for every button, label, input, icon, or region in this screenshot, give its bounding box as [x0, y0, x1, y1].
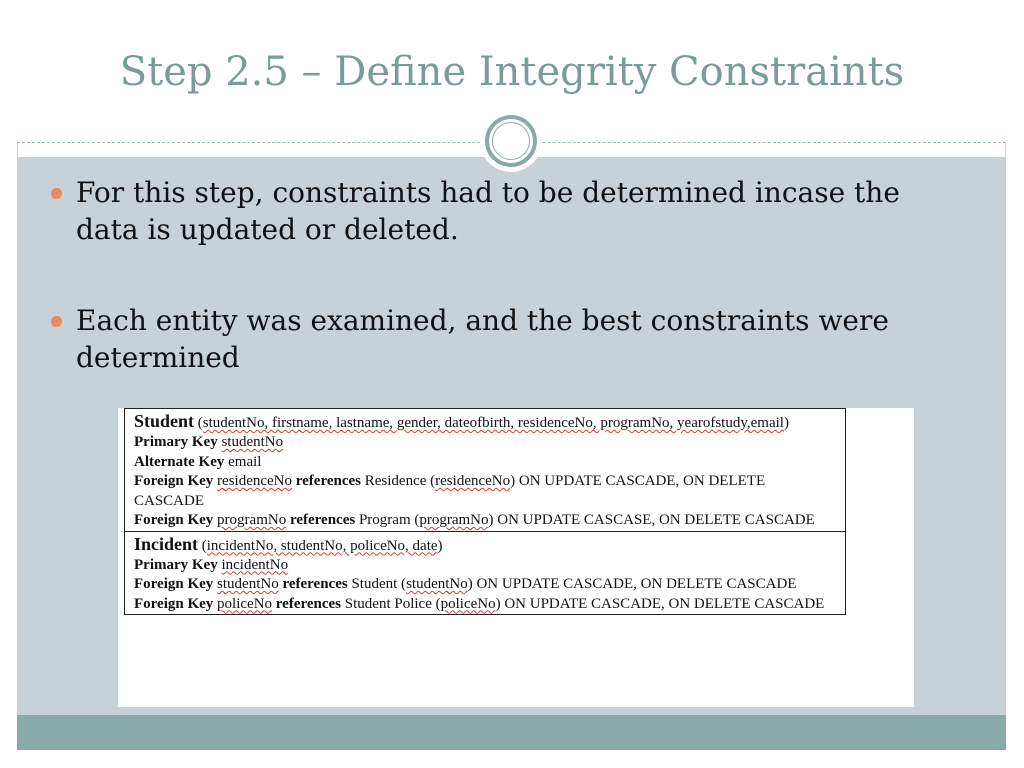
primary-key-line: Primary Key studentNo	[134, 434, 284, 450]
foreign-key-line: Foreign Key residenceNo references Residence (residenceNo) ON UPDATE CASCADE, ON DELETE CASCADE	[134, 473, 766, 509]
bullet-text: Each entity was examined, and the best constraints were determined	[76, 304, 889, 374]
foreign-key-line: Foreign Key programNo references Program (programNo) ON UPDATE CASCASE, ON DELETE CASCADE	[134, 512, 815, 528]
foreign-key-line: Foreign Key studentNo references Student (studentNo) ON UPDATE CASCADE, ON DELETE CASCADE	[134, 576, 797, 592]
bullet-text: For this step, constraints had to be determined incase the data is updated or deleted.	[76, 176, 900, 246]
footer-band	[17, 715, 1006, 750]
primary-key-line: Primary Key incidentNo	[134, 556, 289, 573]
divider-ornament-inner-ring	[492, 122, 530, 160]
entity-header: Student (studentNo, firstname, lastname, gender, dateofbirth, residenceNo, programNo, yearofstudy,email)	[134, 411, 789, 431]
entity-name: Incident	[134, 533, 199, 554]
entity-attributes: incidentNo, studentNo, policeNo, date	[206, 537, 438, 554]
schema-incident	[125, 531, 845, 615]
bullet-dot-icon	[51, 316, 62, 327]
entity-header: Incident (incidentNo, studentNo, policeNo, date)	[134, 533, 443, 554]
alternate-key-line: Alternate Key email	[134, 453, 262, 470]
bullet-list	[48, 174, 968, 430]
foreign-key-line: Foreign Key policeNo references Student Police (policeNo) ON UPDATE CASCADE, ON DELETE CASCADE	[134, 595, 825, 612]
bullet-item	[48, 174, 968, 248]
bullet-dot-icon	[51, 188, 62, 199]
slide-title: Step 2.5 – Define Integrity Constraints	[119, 49, 905, 95]
schema-image	[124, 408, 846, 615]
entity-attributes: studentNo, firstname, lastname, gender, dateofbirth, residenceNo, programNo, yearofstudy,email	[202, 415, 784, 431]
bullet-item	[48, 302, 968, 376]
schema-student	[125, 409, 845, 531]
entity-name: Student	[134, 411, 195, 431]
